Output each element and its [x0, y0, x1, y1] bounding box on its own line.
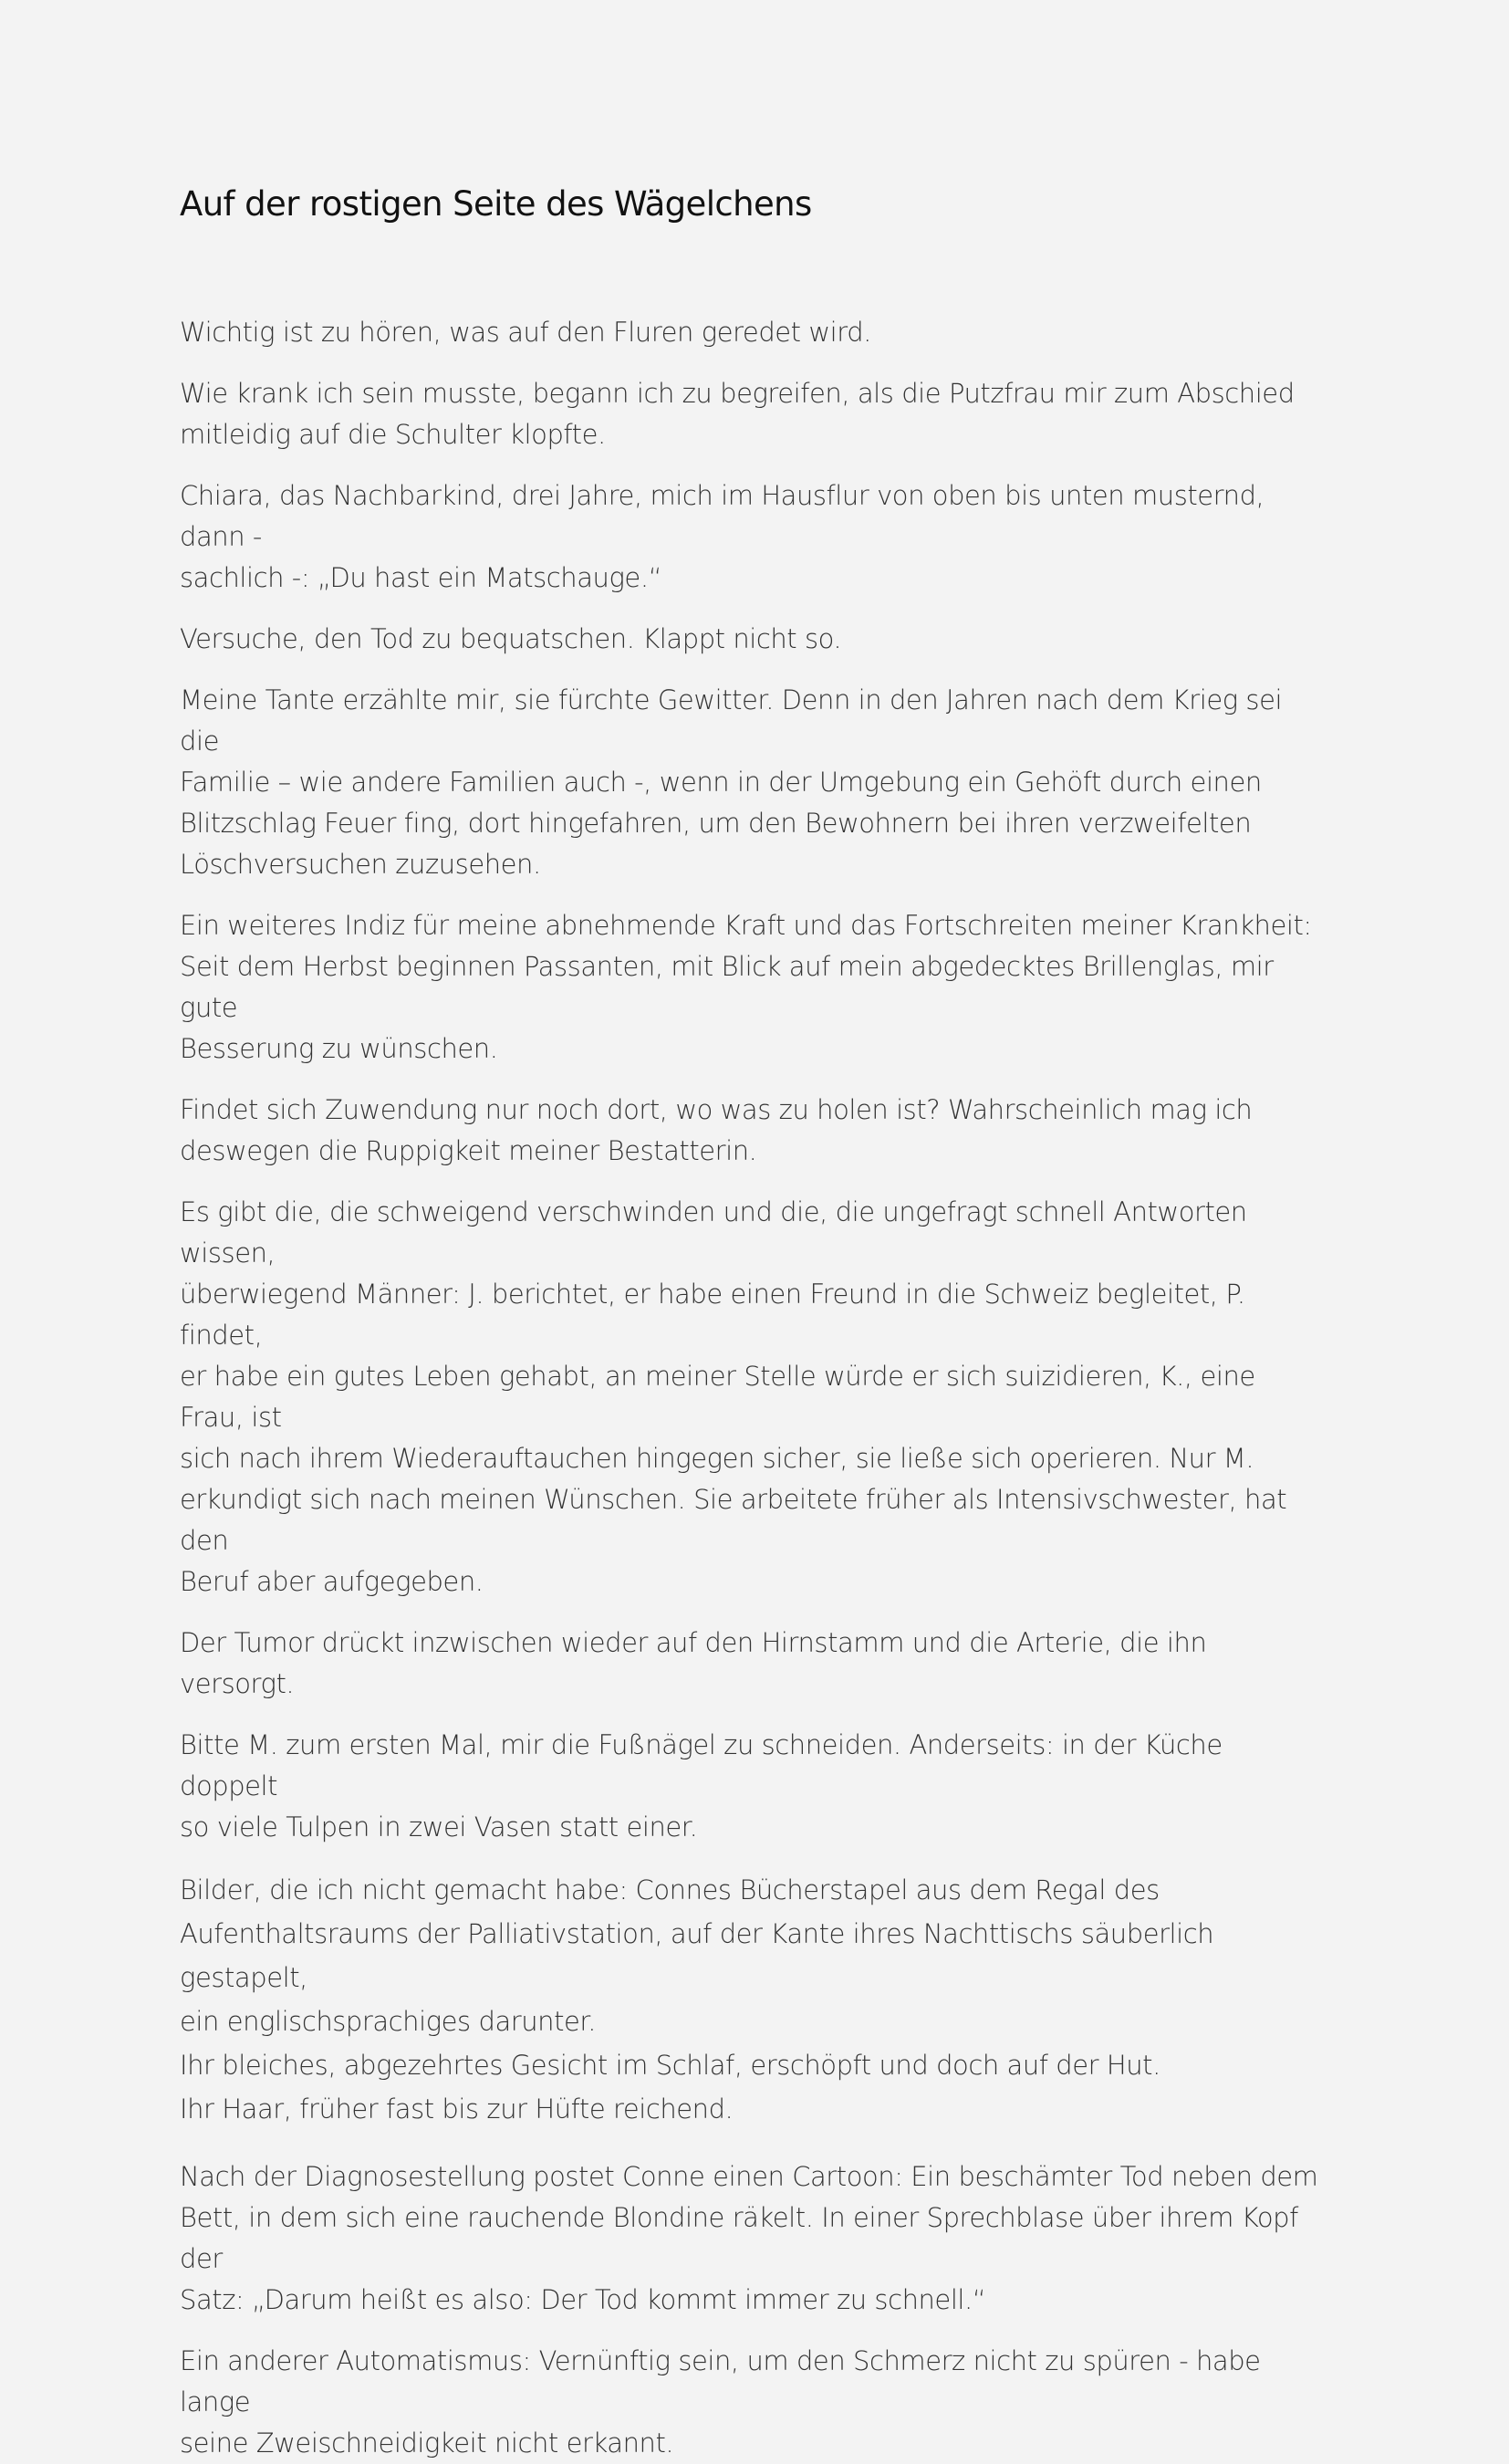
paragraph: Ein anderer Automatismus: Vernünftig sein, um den Schmerz nicht zu spüren - habe lange seine Zweischneidigkeit nicht erkannt. — [180, 2345, 1261, 2459]
document-title: Auf der rostigen Seite des Wägelchens — [180, 184, 812, 224]
paragraph: Nach der Diagnosestellung postet Conne einen Cartoon: Ein beschämter Tod neben dem Bett, in dem sich eine rauchende Blondine räkelt. In einer Sprechblase über ihrem Kopf der Satz: „Darum heißt es also: Der Tod kommt immer zu schnell.“ — [180, 2161, 1318, 2315]
paragraph: Der Tumor drückt inzwischen wieder auf den Hirnstamm und die Arterie, die ihn versorgt. — [180, 1627, 1207, 1699]
paragraph: Ein weiteres Indiz für meine abnehmende Kraft und das Fortschreiten meiner Krankheit: Seit dem Herbst beginnen Passanten, mit Blick auf mein abgedecktes Brillenglas, mir gute Besserung zu wünschen. — [180, 910, 1312, 1064]
paragraph: Chiara, das Nachbarkind, drei Jahre, mich im Hausflur von oben bis unten musternd, dann - sachlich -: „Du hast ein Matschauge.“ — [180, 480, 1264, 593]
paragraph: Wichtig ist zu hören, was auf den Fluren geredet wird. — [180, 317, 871, 348]
paragraph: Bitte M. zum ersten Mal, mir die Fußnägel zu schneiden. Anderseits: in der Küche doppelt so viele Tulpen in zwei Vasen statt einer. — [180, 1729, 1223, 1843]
paragraph: Bilder, die ich nicht gemacht habe: Connes Bücherstapel aus dem Regal des Aufenthaltsraums der Palliativstation, auf der Kante ihres Nachttischs säuberlich gestapelt, ein englischsprachiges darunter. Ihr bleiches, abgezehrtes Gesicht im Schlaf, erschöpft und doch auf der Hut. Ihr Haar, früher fast bis zur Hüfte reichend. — [180, 1874, 1214, 2125]
paragraph: Wie krank ich sein musste, begann ich zu begreifen, als die Putzfrau mir zum Abschied mitleidig auf die Schulter klopfte. — [180, 378, 1295, 450]
paragraph: Es gibt die, die schweigend verschwinden und die, die ungefragt schnell Antworten wissen, überwiegend Männer: J. berichtet, er habe einen Freund in die Schweiz begleitet, P. findet, er habe ein gutes Leben gehabt, an meiner Stelle würde er sich suizidieren, K., eine Frau, ist sich nach ihrem Wiederauftauchen hingegen sicher, sie ließe sich operieren. Nur M. erkundigt sich nach meinen Wünschen. Sie arbeitete früher als Intensivschwester, hat den Beruf aber aufgegeben. — [180, 1196, 1287, 1597]
document-body — [180, 312, 1327, 2464]
paragraph: Meine Tante erzählte mir, sie fürchte Gewitter. Denn in den Jahren nach dem Krieg sei die Familie – wie andere Familien auch -, wenn in der Umgebung ein Gehöft durch einen Blitzschlag Feuer fing, dort hingefahren, um den Bewohnern bei ihren verzweifelten Löschversuchen zuzusehen. — [180, 684, 1283, 880]
paragraph: Versuche, den Tod zu bequatschen. Klappt nicht so. — [180, 623, 842, 654]
paragraph: Findet sich Zuwendung nur noch dort, wo was zu holen ist? Wahrscheinlich mag ich deswegen die Ruppigkeit meiner Bestatterin. — [180, 1094, 1253, 1166]
